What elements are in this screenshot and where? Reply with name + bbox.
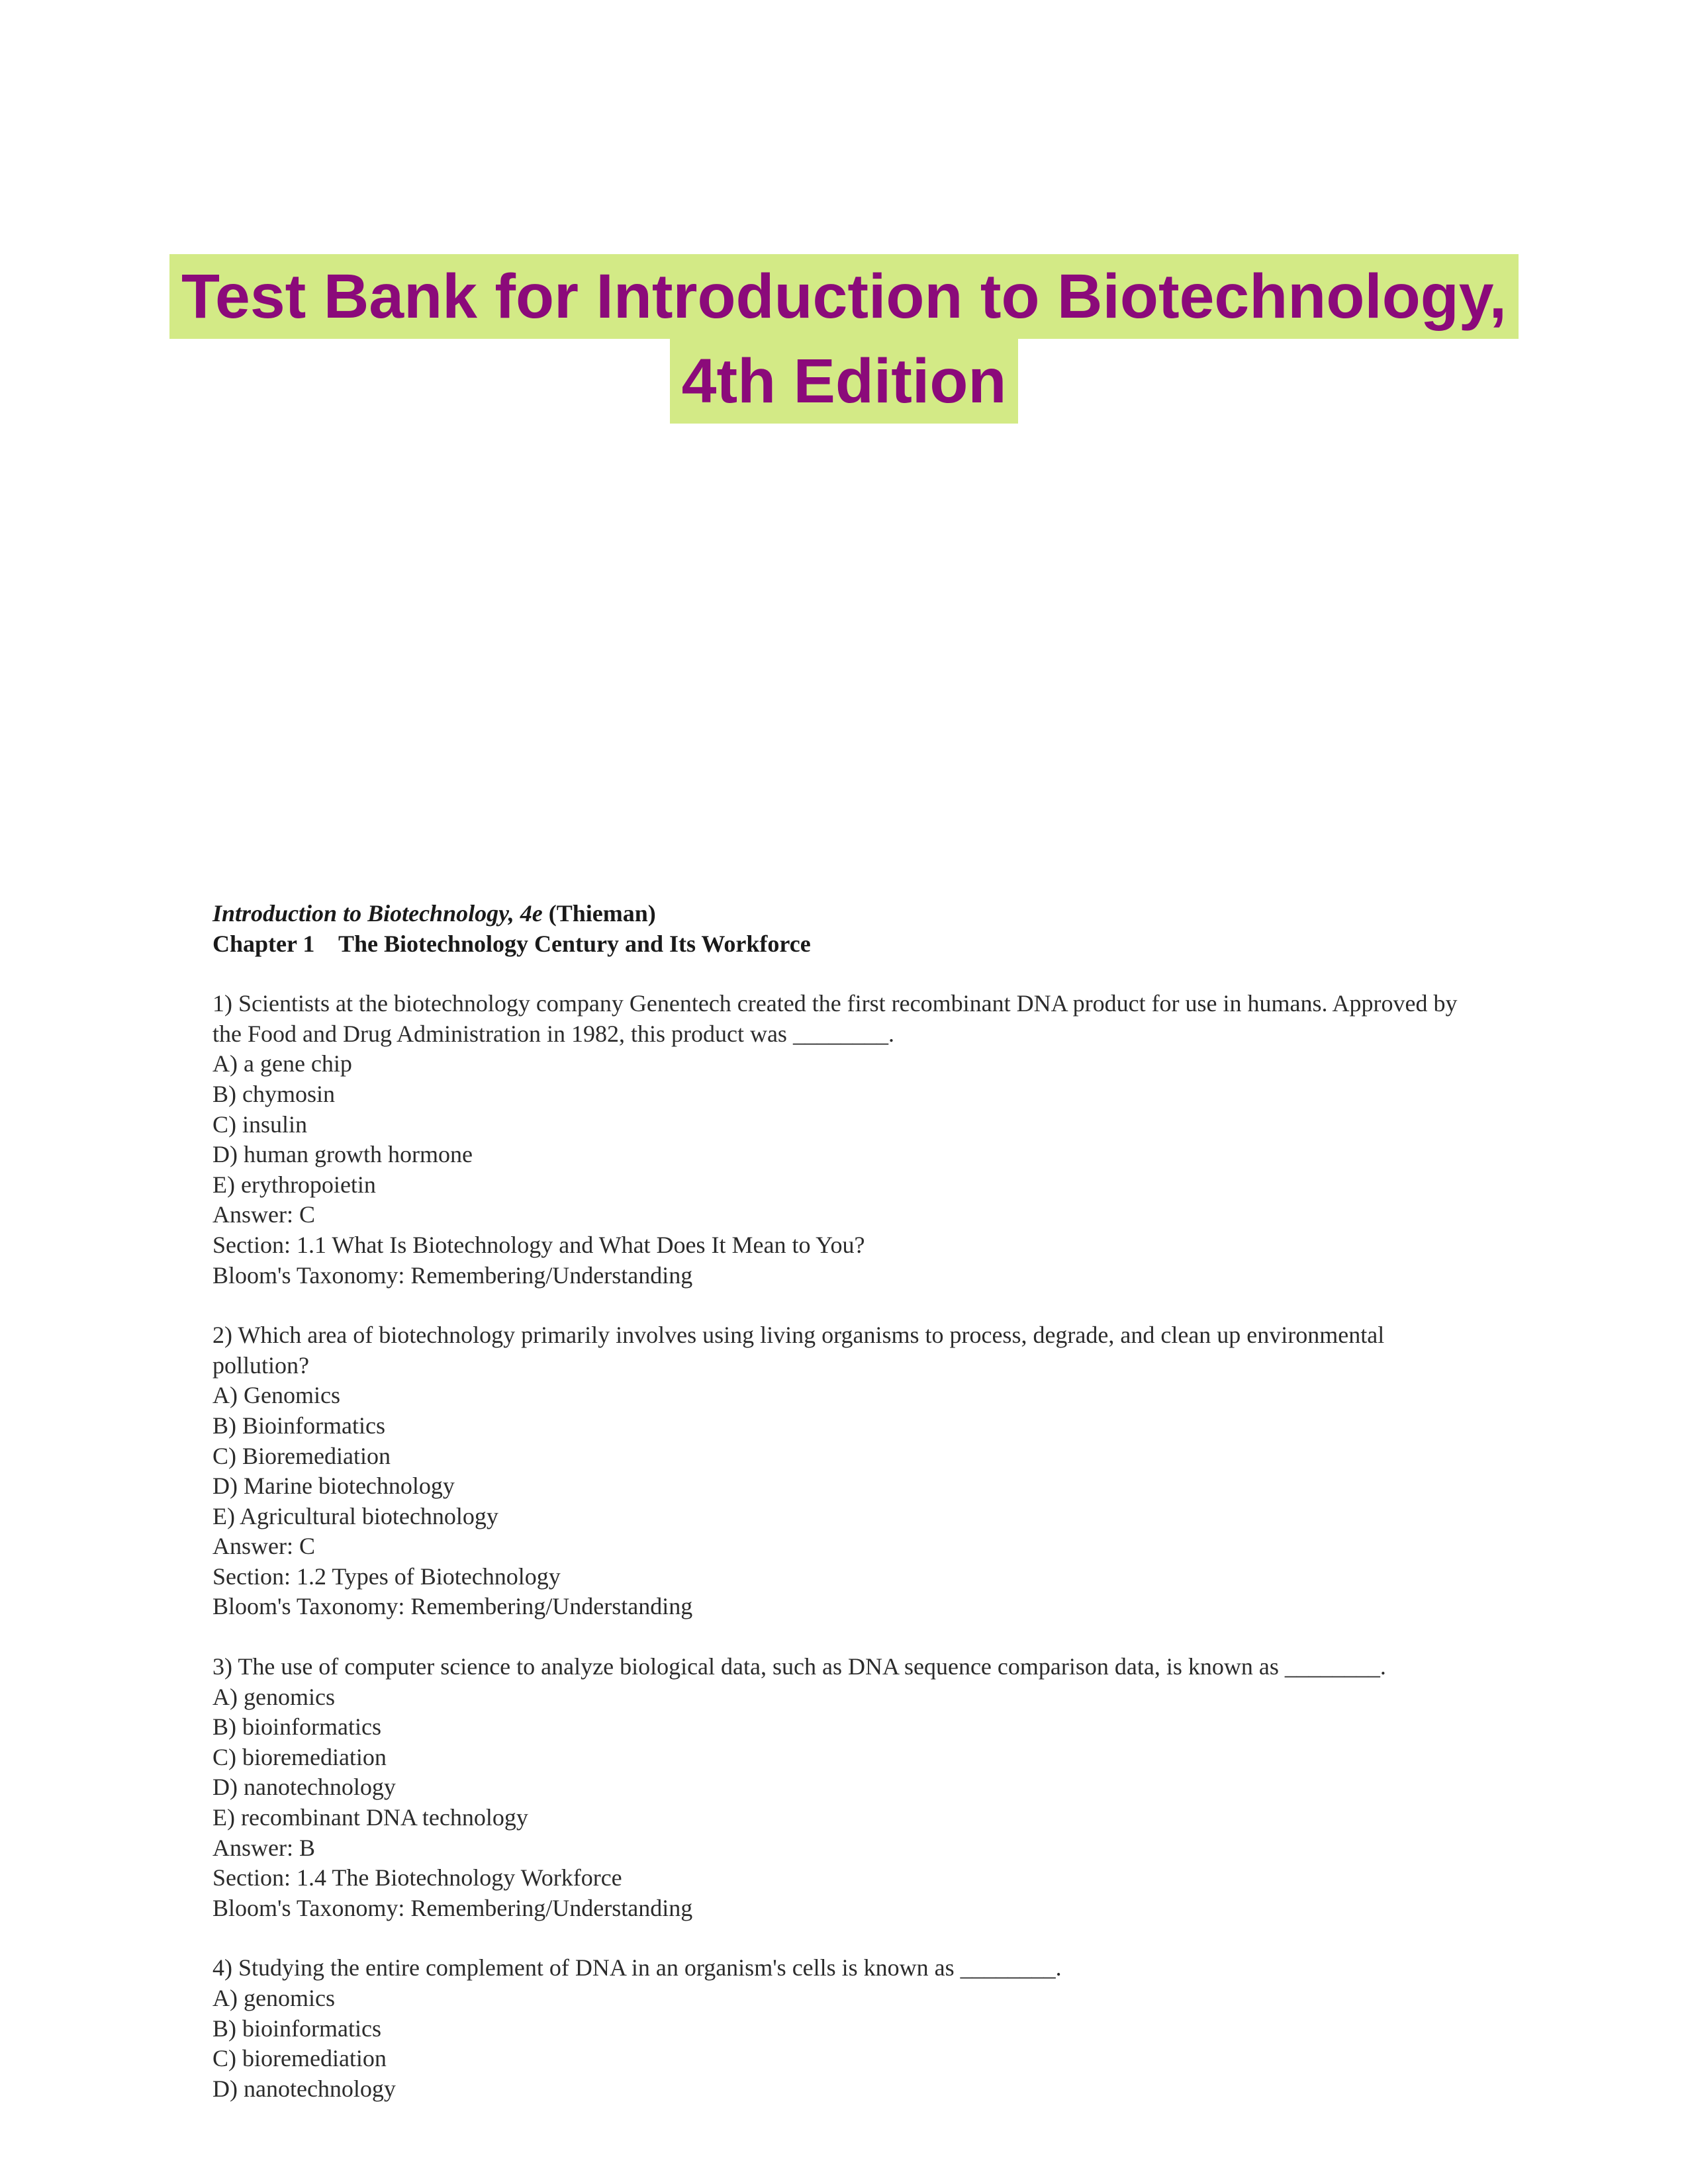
- question-item: [212, 1652, 1470, 1923]
- chapter-header: [212, 929, 1470, 960]
- answer-option: A) Genomics: [212, 1382, 340, 1409]
- answer-option: B) chymosin: [212, 1080, 335, 1107]
- answer-option: B) bioinformatics: [212, 1713, 381, 1741]
- answer-key: Answer: C: [212, 1201, 315, 1228]
- book-header: [212, 899, 1470, 929]
- answer-option: C) insulin: [212, 1111, 308, 1138]
- question-stem: 4) Studying the entire complement of DNA in an organism's cells is known as ________.: [212, 1954, 1062, 1981]
- answer-option: A) genomics: [212, 1683, 335, 1710]
- question-list: [212, 989, 1470, 2104]
- title-line-1: Test Bank for Introduction to Biotechnology,: [169, 254, 1519, 339]
- scanned-page: [212, 899, 1470, 2104]
- book-author: (Thieman): [542, 900, 656, 927]
- bloom-taxonomy: Bloom's Taxonomy: Remembering/Understanding: [212, 1894, 693, 1921]
- section-ref: Section: 1.4 The Biotechnology Workforce: [212, 1864, 622, 1891]
- answer-option: D) nanotechnology: [212, 1774, 396, 1801]
- book-title: Introduction to Biotechnology, 4e: [212, 900, 543, 927]
- answer-option: D) nanotechnology: [212, 2075, 396, 2102]
- question-stem: 3) The use of computer science to analyze biological data, such as DNA sequence comparison data, is known as ________.: [212, 1653, 1386, 1680]
- answer-option: A) a gene chip: [212, 1050, 352, 1077]
- section-ref: Section: 1.2 Types of Biotechnology: [212, 1563, 561, 1590]
- answer-option: D) Marine biotechnology: [212, 1473, 455, 1500]
- answer-key: Answer: B: [212, 1834, 315, 1861]
- answer-option: E) Agricultural biotechnology: [212, 1502, 498, 1529]
- question-item: [212, 1953, 1470, 2104]
- question-item: [212, 1320, 1470, 1622]
- question-item: [212, 989, 1470, 1291]
- answer-option: C) bioremediation: [212, 2045, 387, 2072]
- document-title: [0, 254, 1688, 424]
- answer-option: E) recombinant DNA technology: [212, 1804, 528, 1831]
- answer-option: B) Bioinformatics: [212, 1412, 385, 1439]
- title-line-2: 4th Edition: [670, 339, 1019, 424]
- bloom-taxonomy: Bloom's Taxonomy: Remembering/Understanding: [212, 1593, 693, 1620]
- answer-option: C) bioremediation: [212, 1743, 387, 1770]
- bloom-taxonomy: Bloom's Taxonomy: Remembering/Understanding: [212, 1261, 693, 1289]
- section-ref: Section: 1.1 What Is Biotechnology and What Does It Mean to You?: [212, 1231, 865, 1258]
- answer-option: B) bioinformatics: [212, 2015, 381, 2042]
- answer-option: A) genomics: [212, 1985, 335, 2011]
- answer-key: Answer: C: [212, 1533, 315, 1560]
- question-stem: 1) Scientists at the biotechnology company Genentech created the first recombinant DNA product for use in humans. Approved by the Food and Drug Administration in 1982, this product was ________.: [212, 990, 1458, 1047]
- chapter-number: Chapter 1: [212, 930, 315, 957]
- answer-option: E) erythropoietin: [212, 1171, 376, 1198]
- chapter-title: The Biotechnology Century and Its Workforce: [338, 930, 811, 957]
- answer-option: C) Bioremediation: [212, 1442, 391, 1469]
- answer-option: D) human growth hormone: [212, 1141, 473, 1168]
- question-stem: 2) Which area of biotechnology primarily involves using living organisms to process, degrade, and clean up environmental pollution?: [212, 1322, 1385, 1379]
